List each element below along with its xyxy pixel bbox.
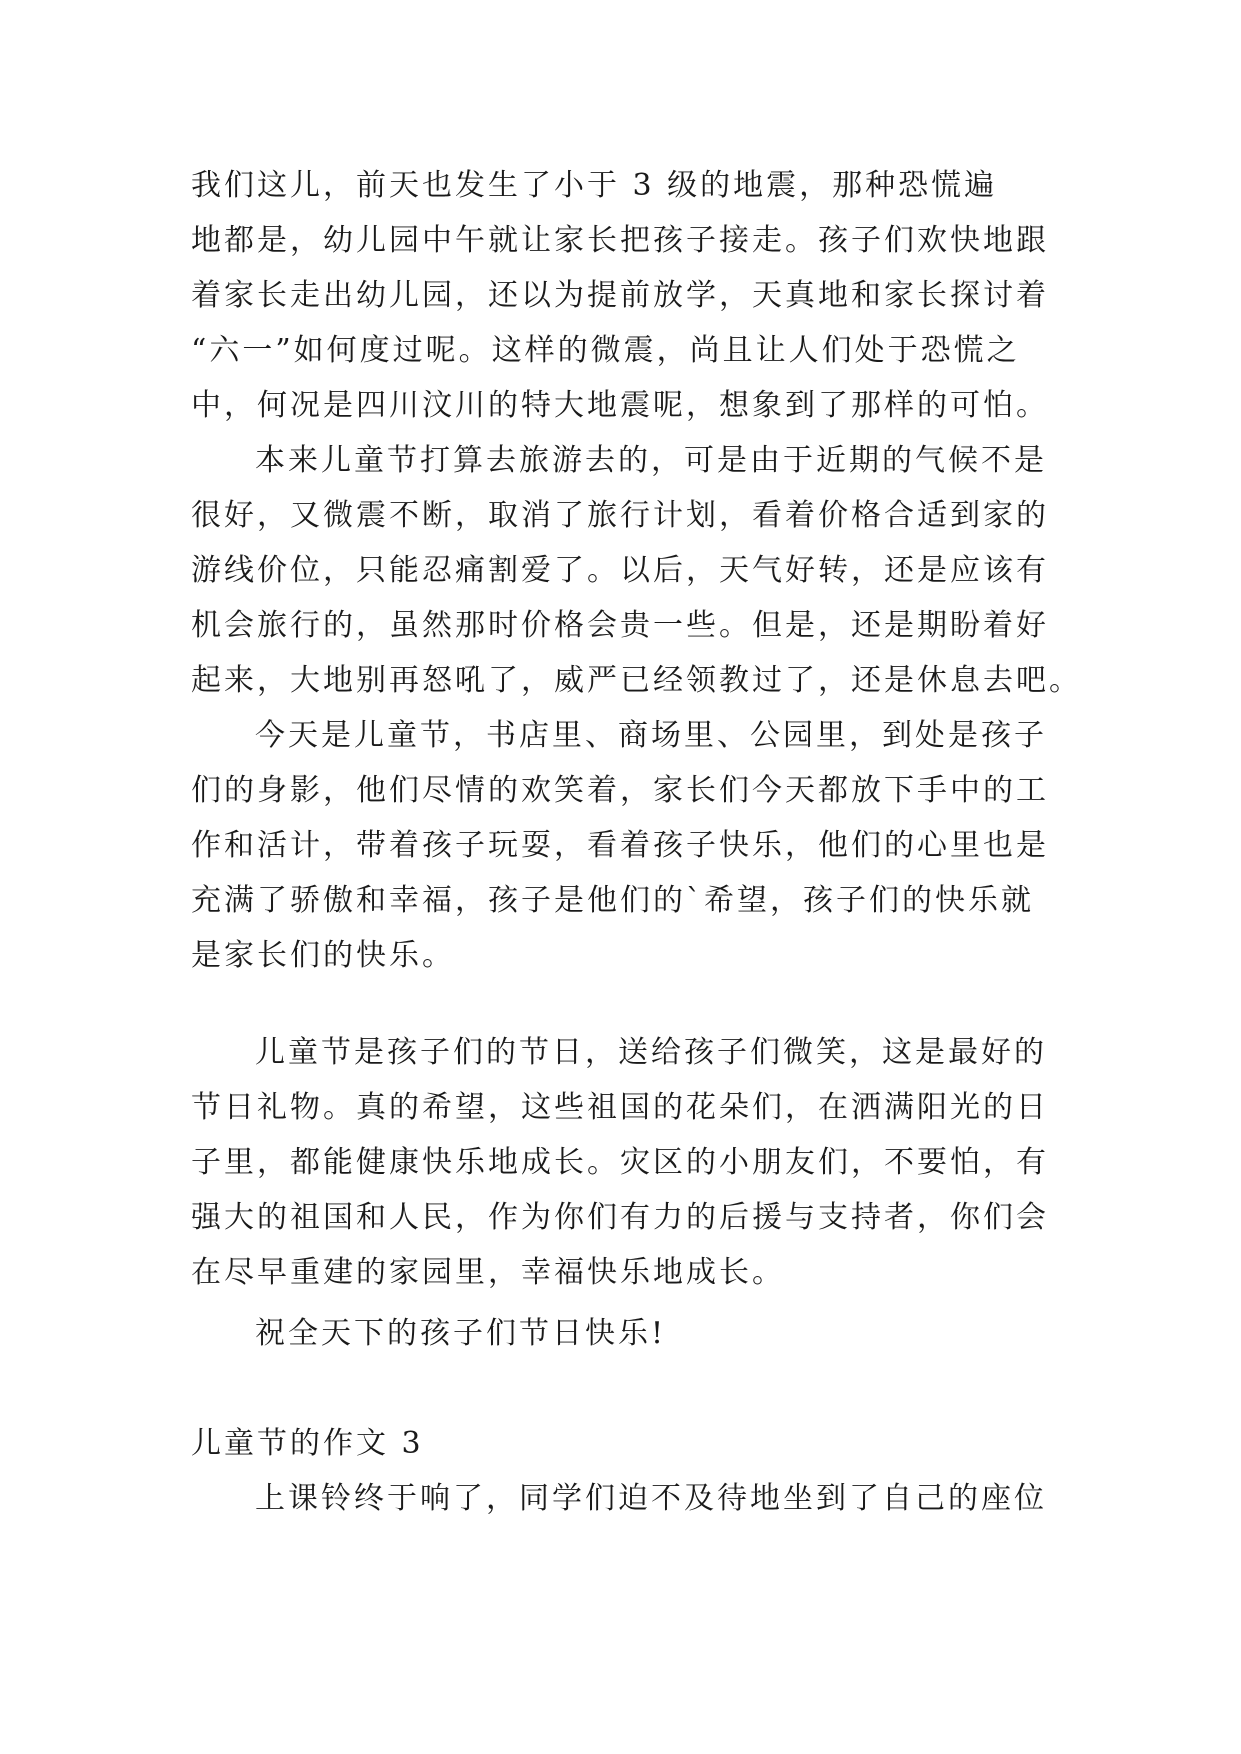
text-line: 们的身影，他们尽情的欢笑着，家长们今天都放下手中的工	[191, 773, 1049, 808]
text-line: 充满了骄傲和幸福，孩子是他们的`希望，孩子们的快乐就	[191, 883, 1034, 918]
text-line: 是家长们的快乐。	[191, 938, 455, 973]
text-line: 起来，大地别再怒吼了，威严已经领教过了，还是休息去吧。	[191, 663, 1082, 698]
section-heading: 儿童节的作文 3	[191, 1426, 424, 1461]
paragraph-start: 本来儿童节打算去旅游去的，可是由于近期的气候不是	[255, 443, 1047, 478]
text-line: 我们这儿，前天也发生了小于 3 级的地震，那种恐慌遍	[191, 168, 998, 203]
text-line: 很好，又微震不断，取消了旅行计划，看着价格合适到家的	[191, 498, 1049, 533]
text-line: 在尽早重建的家园里，幸福快乐地成长。	[191, 1255, 785, 1290]
text-line: 机会旅行的，虽然那时价格会贵一些。但是，还是期盼着好	[191, 608, 1049, 643]
text-line: “六一”如何度过呢。这样的微震，尚且让人们处于恐慌之	[191, 333, 1020, 368]
text-line: 中，何况是四川汶川的特大地震呢，想象到了那样的可怕。	[191, 388, 1049, 423]
paragraph-start: 祝全天下的孩子们节日快乐!	[255, 1316, 667, 1351]
text-line: 强大的祖国和人民，作为你们有力的后援与支持者，你们会	[191, 1200, 1049, 1235]
text-line: 游线价位，只能忍痛割爱了。以后，天气好转，还是应该有	[191, 553, 1049, 588]
text-line: 子里，都能健康快乐地成长。灾区的小朋友们，不要怕，有	[191, 1145, 1049, 1180]
text-line: 着家长走出幼儿园，还以为提前放学，天真地和家长探讨着	[191, 278, 1049, 313]
paragraph-start: 上课铃终于响了，同学们迫不及待地坐到了自己的座位	[255, 1481, 1047, 1516]
paragraph-start: 儿童节是孩子们的节日，送给孩子们微笑，这是最好的	[255, 1035, 1047, 1070]
text-line: 作和活计，带着孩子玩耍，看着孩子快乐，他们的心里也是	[191, 828, 1049, 863]
paragraph-start: 今天是儿童节，书店里、商场里、公园里，到处是孩子	[255, 718, 1047, 753]
text-line: 节日礼物。真的希望，这些祖国的花朵们，在洒满阳光的日	[191, 1090, 1049, 1125]
text-line: 地都是，幼儿园中午就让家长把孩子接走。孩子们欢快地跟	[191, 223, 1049, 258]
